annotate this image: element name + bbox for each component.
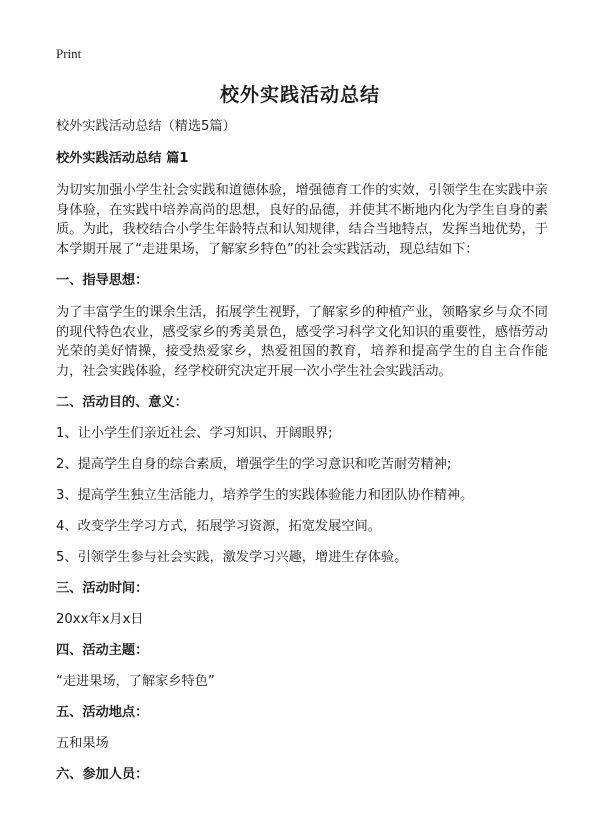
heading-purpose: 二、活动目的、意义：	[56, 395, 188, 410]
section-title: 校外实践活动总结 篇1	[56, 151, 189, 166]
print-link[interactable]: Print	[56, 46, 82, 61]
list-item: 5、引领学生参与社会实践，激发学习兴趣，增进生存体验。	[56, 550, 408, 565]
heading-participants: 六、参加人员：	[56, 767, 149, 782]
list-item: 1、让小学生们亲近社会、学习知识、开阔眼界;	[56, 426, 333, 441]
heading-time: 三、活动时间：	[56, 581, 149, 596]
heading-theme: 四、活动主题：	[56, 643, 149, 658]
heading-place: 五、活动地点：	[56, 705, 149, 720]
heading-guiding-thought: 一、指导思想：	[56, 273, 149, 288]
intro-paragraph: 为切实加强小学生社会实践和道德体验，增强德育工作的实效，引领学生在实践中亲身体验，在实践中培养高尚的思想，良好的品德，并使其不断地内化为学生自身的素质。为此，我校结合小学生年龄特点和认知规律，结合当地特点，发挥当地优势，于本学期开展了“走进果场，了解家乡特色”的社会实践活动，现总结如下：	[56, 183, 548, 257]
document-subtitle: 校外实践活动总结（精选5篇）	[56, 119, 236, 134]
list-item: 2、提高学生自身的综合素质，增强学生的学习意识和吃苦耐劳精神;	[56, 457, 452, 472]
document-body	[56, 118, 548, 797]
page-title: 校外实践活动总结	[219, 84, 380, 106]
list-item: 3、提高学生独立生活能力，培养学生的实践体验能力和团队协作精神。	[56, 488, 474, 503]
activity-time: 20xx年x月x日	[56, 612, 144, 627]
list-item: 4、改变学生学习方式，拓展学习资源，拓宽发展空间。	[56, 519, 381, 534]
activity-place: 五和果场	[56, 736, 109, 751]
activity-theme: “走进果场，了解家乡特色”	[56, 674, 215, 689]
guiding-thought-paragraph: 为了丰富学生的课余生活，拓展学生视野，了解家乡的种植产业，领略家乡与众不同的现代特色农业，感受家乡的秀美景色，感受学习科学文化知识的重要性，感悟劳动光荣的美好情操，接受热爱家乡，热爱祖国的教育，培养和提高学生的自主合作能力，社会实践体验，经学校研究决定开展一次小学生社会实践活动。	[56, 305, 548, 379]
